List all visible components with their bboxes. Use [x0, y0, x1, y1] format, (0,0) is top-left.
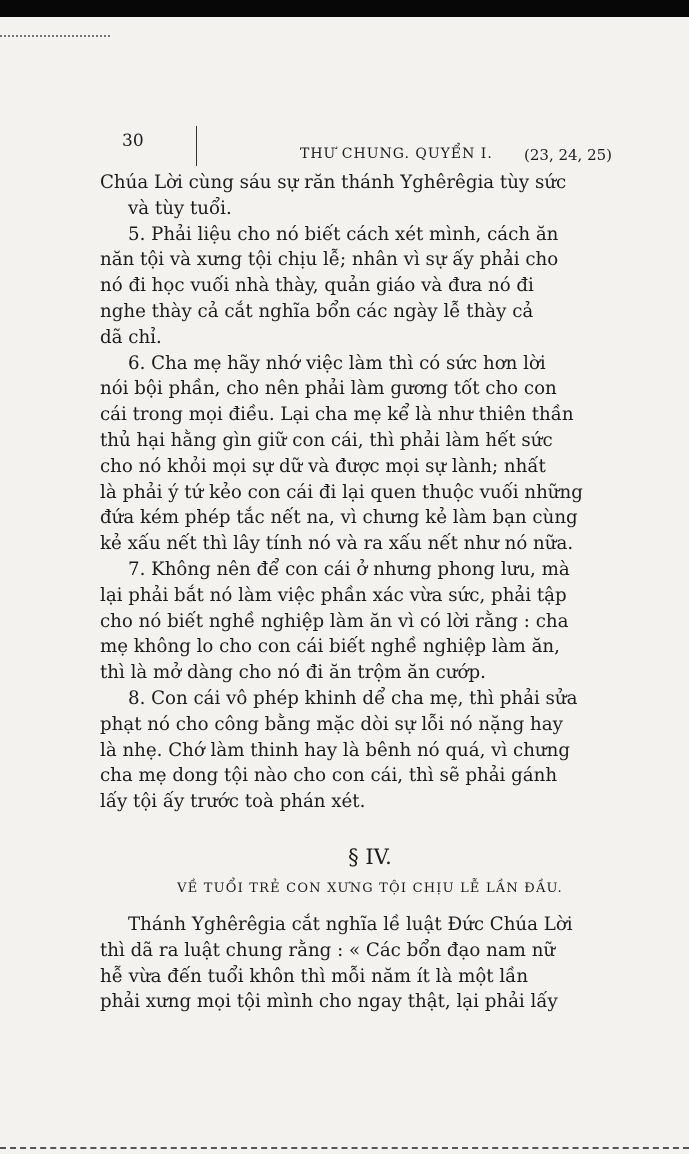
text-line: mẹ không lo cho con cái biết nghề nghiệp làm ăn,	[100, 636, 560, 658]
text-line: là nhẹ. Chớ làm thinh hay là bênh nó quá, vì chưng	[100, 739, 571, 761]
page-number: 30	[122, 131, 144, 151]
paragraph	[100, 557, 640, 686]
book-page	[100, 118, 640, 1015]
text-line: lấy tội ấy trước toà phán xét.	[100, 791, 366, 813]
text-line: dã chỉ.	[100, 326, 162, 348]
scan-bottom-edge	[0, 1147, 689, 1149]
running-title: THƯ CHUNG. QUYỂN I.	[300, 146, 493, 162]
text-line: thì dã ra luật chung rằng : « Các bổn đạo nam nữ	[100, 939, 556, 961]
paragraph	[100, 912, 640, 1015]
text-line: kẻ xấu nết thì lây tính nó và ra xấu nết như nó nữa.	[100, 533, 574, 555]
text-line: thủ hại hằng gìn giữ con cái, thì phải làm hết sức	[100, 429, 553, 451]
text-line: cái trong mọi điều. Lại cha mẹ kể là như thiên thần	[100, 404, 574, 426]
text-line: Thánh Yghêrêgia cắt nghĩa lề luật Đức Chúa Lời	[128, 913, 573, 935]
text-line: là phải ý tứ kẻo con cái đi lại quen thuộc vuối những	[100, 481, 583, 503]
text-line: nó đi học vuối nhà thày, quản giáo và đưa nó đi	[100, 275, 534, 297]
text-line: 5. Phải liệu cho nó biết cách xét mình, cách ăn	[128, 223, 559, 245]
scan-artifact-line	[0, 35, 110, 37]
text-line: 8. Con cái vô phép khinh dể cha mẹ, thì phải sửa	[128, 687, 578, 709]
page-header	[100, 118, 640, 170]
text-line: đứa kém phép tắc nết na, vì chưng kẻ làm bạn cùng	[100, 507, 578, 529]
text-line: cha mẹ dong tội nào cho con cái, thì sẽ phải gánh	[100, 765, 558, 787]
text-line: lại phải bắt nó làm việc phần xác vừa sức, phải tập	[100, 584, 567, 606]
body-text-bottom	[100, 912, 640, 1015]
paragraph	[100, 351, 640, 557]
text-line: thì là mở dàng cho nó đi ăn trộm ăn cướp.	[100, 662, 486, 684]
verse-reference: (23, 24, 25)	[524, 146, 613, 164]
text-line: Chúa Lời cùng sáu sự răn thánh Yghêrêgia tùy sức	[100, 172, 567, 193]
text-line: phải xưng mọi tội mình cho ngay thật, lại phải lấy	[100, 991, 558, 1013]
paragraph	[100, 222, 640, 351]
text-line: cho nó khỏi mọi sự dữ và được mọi sự lành; nhất	[100, 455, 546, 477]
section-subtitle: VỀ TUỔI TRẺ CON XƯNG TỘI CHỊU LỄ LẦN ĐẦU.	[177, 880, 563, 896]
text-line: 6. Cha mẹ hãy nhớ việc làm thì có sức hơn lời	[128, 352, 546, 374]
paragraph	[100, 170, 640, 222]
text-line: và tùy tuổi.	[128, 197, 232, 219]
text-line: phạt nó cho công bằng mặc dòi sự lỗi nó nặng hay	[100, 713, 563, 735]
text-line: hễ vừa đến tuổi khôn thì mỗi năm ít là một lần	[100, 965, 529, 987]
text-line: nghe thày cả cắt nghĩa bổn các ngày lễ thày cả	[100, 300, 534, 322]
text-line: nói bội phần, cho nên phải làm gương tốt cho con	[100, 378, 557, 400]
body-text-top	[100, 170, 640, 815]
text-line: năn tội và xưng tội chịu lễ; nhân vì sự ấy phải cho	[100, 249, 559, 271]
text-line: cho nó biết nghề nghiệp làm ăn vì có lời rằng : cha	[100, 610, 569, 632]
header-rule	[196, 126, 197, 166]
paragraph	[100, 686, 640, 815]
text-line: 7. Không nên để con cái ở nhưng phong lưu, mà	[128, 558, 570, 580]
scan-top-border	[0, 0, 689, 17]
section-heading: § IV.	[348, 844, 392, 869]
